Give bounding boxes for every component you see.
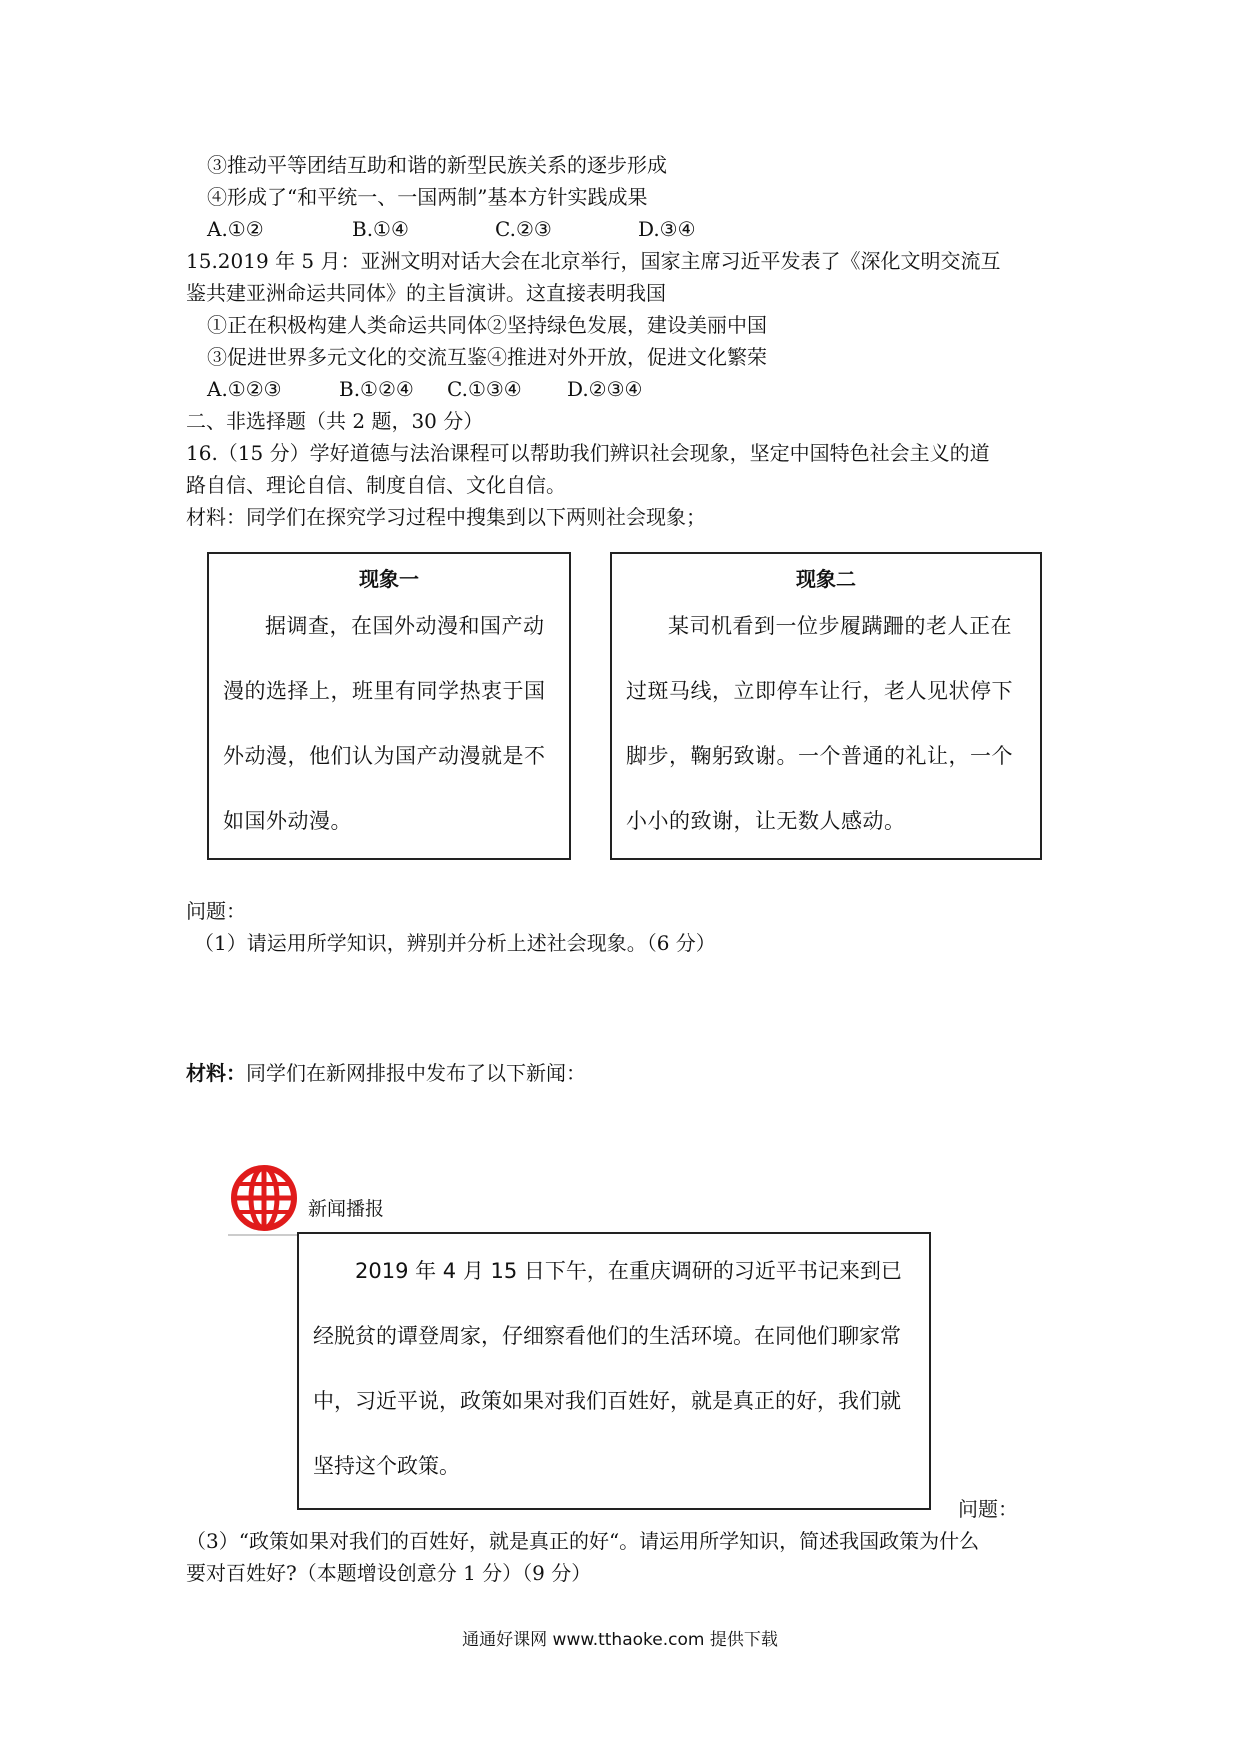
- phenomenon-two-title: 现象二: [796, 567, 856, 591]
- q15-stem-line1: 15.2019 年 5 月：亚洲文明对话大会在北京举行，国家主席习近平发表了《深化文明交流互: [186, 249, 1001, 273]
- question-label: 问题：: [186, 899, 246, 923]
- q15-stem-line2: 鉴共建亚洲命运共同体》的主旨演讲。这直接表明我国: [186, 281, 666, 305]
- question-3-line1: （3）“政策如果对我们的百姓好，就是真正的好“。请运用所学知识，简述我国政策为什么: [186, 1529, 980, 1553]
- material-2-label: 材料：: [186, 1061, 246, 1085]
- phenomenon-one-text: 据调查，在国外动漫和国产动漫的选择上，班里有同学热衷于国外动漫，他们认为国产动漫就是不如国外动漫。: [223, 614, 546, 833]
- q14-item-4: ④形成了“和平统一、一国两制”基本方针实践成果: [207, 185, 648, 209]
- question-3-line2: 要对百姓好?（本题增设创意分 1 分）（9 分）: [186, 1561, 592, 1585]
- q15-items-line1: ①正在积极构建人类命运共同体②坚持绿色发展，建设美丽中国: [207, 313, 767, 337]
- phenomenon-one-box: [207, 552, 571, 860]
- footer-credit: 通通好课网 www.tthaoke.com 提供下载: [462, 1630, 778, 1650]
- q15-items-line2: ③促进世界多元文化的交流互鉴④推进对外开放，促进文化繁荣: [207, 345, 767, 369]
- news-box: [297, 1232, 931, 1510]
- globe-icon: [230, 1164, 298, 1232]
- q16-stem-line2: 路自信、理论自信、制度自信、文化自信。: [186, 473, 566, 497]
- q16-material-1: 材料：同学们在探究学习过程中搜集到以下两则社会现象；: [186, 505, 706, 529]
- q14-item-3: ③推动平等团结互助和谐的新型民族关系的逐步形成: [207, 153, 667, 177]
- q14-option-c: C.②③: [495, 217, 552, 241]
- q15-option-d: D.②③④: [567, 377, 643, 401]
- news-label: 新闻播报: [308, 1198, 385, 1220]
- q14-options: [207, 214, 696, 244]
- q15-option-a: A.①②③: [207, 377, 282, 401]
- globe-underline: [228, 1234, 298, 1236]
- question-1: （1）请运用所学知识，辨别并分析上述社会现象。（6 分）: [194, 931, 716, 955]
- section-heading: 二、非选择题（共 2 题，30 分）: [186, 409, 484, 433]
- phenomenon-one-title: 现象一: [359, 567, 419, 591]
- q15-options: [207, 374, 642, 404]
- q14-option-a: A.①②: [207, 217, 264, 241]
- material-2-text: 同学们在新网排报中发布了以下新闻：: [246, 1061, 586, 1085]
- news-text: 2019 年 4 月 15 日下午，在重庆调研的习近平书记来到已经脱贫的谭登周家，仔细察看他们的生活环境。在同他们聊家常中，习近平说，政策如果对我们百姓好，就是真正的好，我们就坚持这个政策。: [313, 1259, 902, 1478]
- q14-option-d: D.③④: [638, 217, 696, 241]
- q15-option-c: C.①③④: [447, 377, 522, 401]
- q15-option-b: B.①②④: [339, 377, 414, 401]
- q14-option-b: B.①④: [352, 217, 409, 241]
- phenomenon-two-text: 某司机看到一位步履蹒跚的老人正在过斑马线，立即停车让行，老人见状停下脚步，鞠躬致谢。一个普通的礼让，一个小小的致谢，让无数人感动。: [626, 614, 1013, 833]
- question-label-2: 问题：: [958, 1497, 1018, 1521]
- q16-material-2: [186, 1058, 586, 1088]
- phenomenon-two-box: [610, 552, 1042, 860]
- q16-stem-line1: 16.（15 分）学好道德与法治课程可以帮助我们辨识社会现象，坚定中国特色社会主义的道: [186, 441, 990, 465]
